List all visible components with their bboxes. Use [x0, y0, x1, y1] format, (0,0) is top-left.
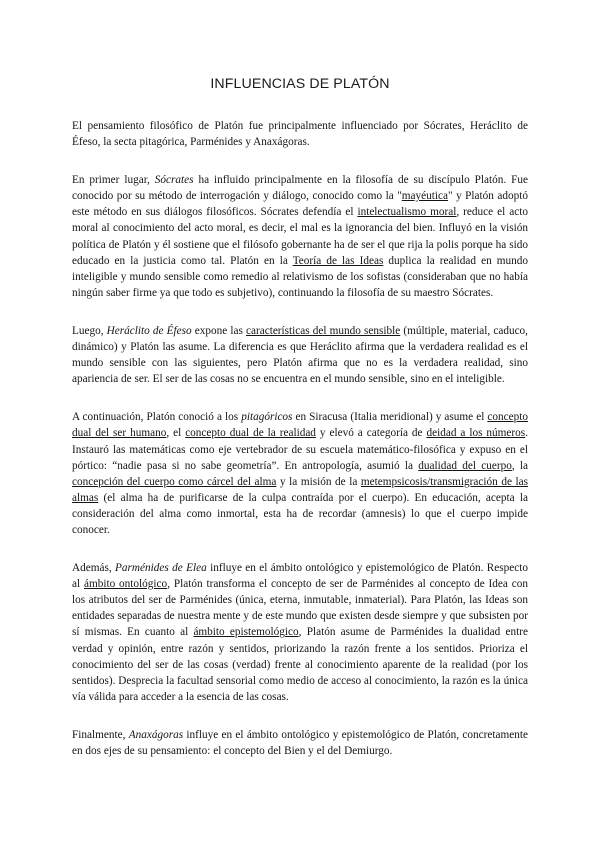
- text-run: " y Platón adoptó este método en sus diálogos filosóficos. Sócrates defendía el: [72, 190, 528, 219]
- text-run: , reduce el acto moral al conocimiento del acto moral, es decir, el mal es la ignorancia del bien. Influyó en la visión política de Platón y él sostiene que el filósofo gobernante ha de ser el que rija la polis porque ha sido educado en la justicia como tal. Platón en la: [72, 206, 528, 267]
- text-run: , el: [166, 427, 186, 440]
- underlined-term: Teoría de las Ideas: [292, 254, 384, 267]
- pitagoricos-paragraph: [72, 409, 528, 538]
- intro-paragraph: El pensamiento filosófico de Platón fue principalmente influenciado por Sócrates, Heráclito de Éfeso, la secta pitagórica, Parménides y Anaxágoras.: [72, 120, 528, 149]
- text-run: y elevó a categoría de: [315, 427, 427, 440]
- heraclito-paragraph: [72, 323, 528, 387]
- underlined-term: ámbito epistemológico: [193, 626, 299, 639]
- text-run: en Siracusa (Italia meridional) y asume el: [292, 411, 488, 424]
- text-run: expone las: [191, 324, 246, 337]
- text-run: . Instauró las matemáticas como eje vertebrador de su escuela matemático-filosófica y expuso en el pórtico: “nadie pasa si no sabe geometría”. En antropología, asumió la: [72, 427, 528, 472]
- text-run: duplica la realidad en mundo inteligible y mundo sensible como remedio al relativismo de los sofistas (consideraban que no había ningún saber firme ya que todo es subjetivo), continuando la filosofía de su maestro Sócrates.: [72, 254, 529, 299]
- text-run: , Platón transforma el concepto de ser de Parménides al concepto de Idea con los atributos del ser de Parménides (única, eterna, inmutable, inmaterial). Para Platón, las Ideas son entidades separadas de nuestra mente y de este mundo que existen desde siempre y que subsisten por sí mismas. En cuanto al: [72, 578, 528, 639]
- underlined-term: deidad a los números: [426, 427, 526, 440]
- text-run: Finalmente,: [72, 728, 129, 741]
- text-run: Luego,: [72, 324, 107, 337]
- text-run: (múltiple, material, caduco, dinámico) y Platón las asume. La diferencia es que Heráclito afirma que la verdadera realidad es el mundo sensible con las siguientes, pero Platón afirma que no es la verdadera realidad, sino apariencia de ser. El ser de las cosas no se encuentra en el mundo sensible, sino en el inteligible.: [72, 324, 528, 386]
- text-run: En primer lugar,: [72, 174, 155, 187]
- socrates-paragraph: [72, 172, 528, 301]
- italic-name: Sócrates: [154, 174, 194, 187]
- italic-name: pitagóricos: [241, 411, 293, 424]
- text-run: Además,: [72, 562, 116, 575]
- italic-name: Parménides de Elea: [115, 562, 207, 575]
- text-run: A continuación, Platón conoció a los: [72, 411, 242, 424]
- underlined-term: ámbito ontológico: [83, 578, 168, 591]
- text-run: y la misión de la: [276, 475, 361, 488]
- underlined-term: intelectualismo moral: [357, 206, 457, 219]
- underlined-term: concepción del cuerpo como cárcel del alma: [72, 475, 277, 488]
- document-title: INFLUENCIAS DE PLATÓN: [210, 76, 390, 92]
- text-run: , Platón asume de Parménides la dualidad entre verdad y opinión, entre razón y sentidos, priorizando la razón frente a los sentidos. Prioriza el conocimiento del ser de las cosas (verdad) frente al conocimiento aparente de la realidad (por los sentidos). Desprecia la facultad sensorial como medio de acceso al conocimiento, la razón es la única vía válida para acceder a la esencia de las cosas.: [72, 626, 529, 703]
- italic-name: Anaxágoras: [128, 728, 184, 741]
- text-run: ha influido principalmente en la filosofía de su discípulo Platón. Fue conocido por su método de interrogación y diálogo, conocido como la ": [72, 174, 528, 203]
- underlined-term: concepto dual del ser humano: [72, 411, 528, 440]
- underlined-term: metempsicosis/transmigración de las almas: [72, 475, 528, 504]
- underlined-term: dualidad del cuerpo: [418, 459, 512, 472]
- underlined-term: concepto dual de la realidad: [185, 427, 316, 440]
- anaxagoras-paragraph: [72, 727, 528, 759]
- text-run: , la: [511, 459, 529, 472]
- text-run: influye en el ámbito ontológico y epistemológico de Platón, concretamente en dos ejes de su pensamiento: el concepto del Bien y el del Demiurgo.: [72, 728, 528, 757]
- underlined-term: mayéutica: [401, 190, 449, 203]
- underlined-term: características del mundo sensible: [245, 324, 401, 337]
- italic-name: Heráclito de Éfeso: [106, 324, 192, 337]
- text-run: influye en el ámbito ontológico y epistemológico de Platón. Respecto al: [72, 562, 528, 591]
- parmenides-paragraph: [72, 560, 528, 705]
- text-run: (el alma ha de purificarse de la culpa contraída por el cuerpo). En educación, acepta la consideración del alma como inmortal, esta ha de recordar (amnesis) lo que el cuerpo impide conocer.: [72, 491, 528, 536]
